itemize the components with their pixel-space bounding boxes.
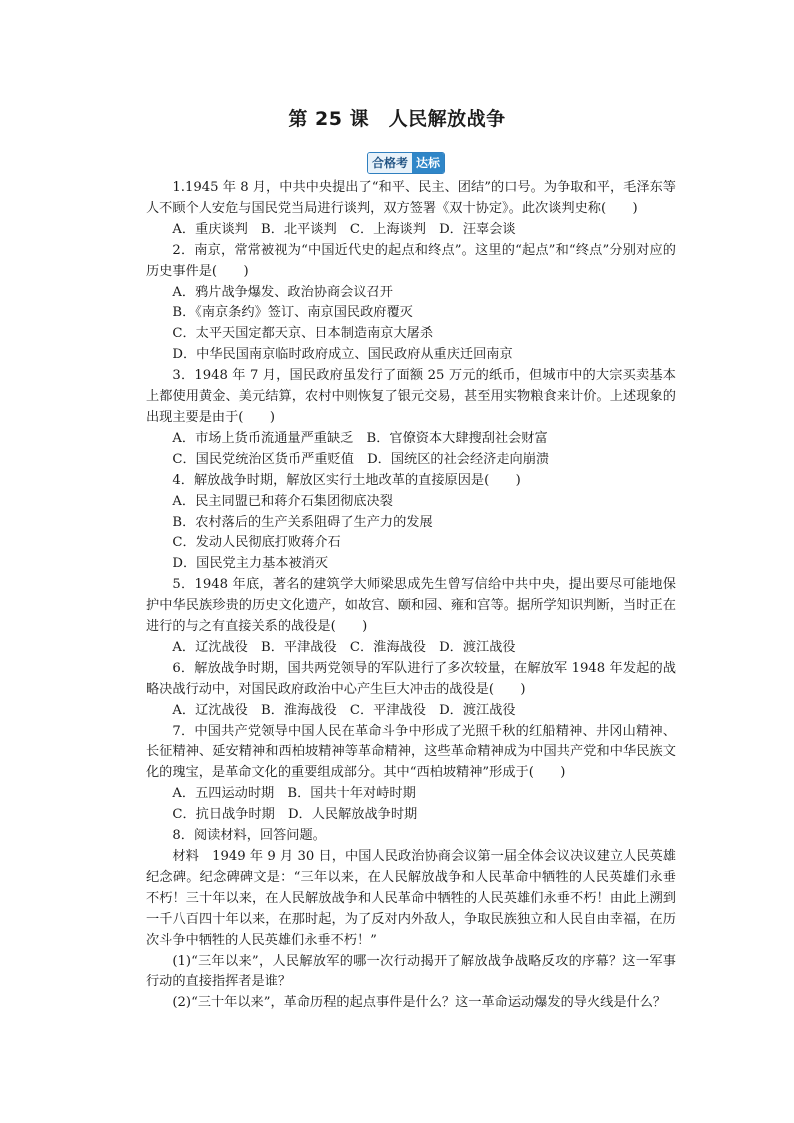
material-text: 1949 年 9 月 30 日，中国人民政治协商会议第一届全体会议决议建立人民英雄纪念碑。纪念碑碑文是：“三年以来，在人民解放战争和人民革命中牺牲的人民英雄们永垂不朽！三十年以来，在人民解放战争和人民革命中牺牲的人民英雄们永垂不朽！由此上溯到一千八百四十年以来，在那时起，为了反对内外敌人，争取民族独立和人民自由幸福，在历次斗争中牺牲的人民英雄们永垂不朽！”	[146, 849, 676, 948]
question-option-2d: D．中华民国南京临时政府成立、国民政府从重庆迁回南京	[172, 347, 513, 363]
material-paragraph	[146, 847, 676, 952]
question-options-5: A．辽沈战役 B．平津战役 C．淮海战役 D．渡江战役	[172, 639, 516, 655]
question-options-6: A．辽沈战役 B．淮海战役 C．平津战役 D．渡江战役	[172, 702, 516, 718]
level-badge	[367, 152, 445, 174]
question-option-2c: C．太平天国定都天京、日本制造南京大屠杀	[172, 326, 434, 342]
question-stem-4: 4．解放战争时期，解放区实行土地改革的直接原因是( )	[172, 472, 521, 488]
question-stem-1: 1.1945 年 8 月，中共中央提出了“和平、民主、团结”的口号。为争取和平，毛泽东等人不顾个人安危与国民党当局进行谈判，双方签署《双十协定》。此次谈判史称( )	[146, 180, 676, 216]
question-stem-5: 5．1948 年底，著名的建筑学大师梁思成先生曾写信给中共中央，提出要尽可能地保护中华民族珍贵的历史文化遗产，如故宫、颐和园、雍和宫等。据所学知识判断，当时正在进行的与之有直接关系的战役是( )	[146, 577, 676, 635]
question-stem-6: 6．解放战争时期，国共两党领导的军队进行了多次较量，在解放军 1948 年发起的战略决战行动中，对国民政府政治中心产生巨大冲击的战役是( )	[146, 660, 676, 697]
question-stem-3: 3．1948 年 7 月，国民政府虽发行了面额 25 万元的纸币，但城市中的大宗买卖基本上都使用黄金、美元结算，农村中则恢复了银元交易，甚至用实物粮食来计价。上述现象的出现主要是由于( )	[146, 368, 676, 425]
question-option-2a: A．鸦片战争爆发、政治协商会议召开	[172, 284, 393, 300]
question-option-4b: B．农村落后的生产关系阻碍了生产力的发展	[172, 514, 433, 530]
question-options-7cd: C．抗日战争时期 D．人民解放战争时期	[172, 807, 418, 823]
question-stem-7: 7．中国共产党领导中国人民在革命斗争中形成了光照千秋的红船精神、井冈山精神、长征精神、延安精神和西柏坡精神等革命精神，这些革命精神成为中国共产党和中华民族文化的瑰宝，是革命文化的重要组成部分。其中“西柏坡精神”形成于( )	[146, 723, 676, 781]
question-option-4a: A．民主同盟已和蒋介石集团彻底决裂	[172, 493, 393, 509]
question-list	[146, 178, 676, 1014]
question-stem-2: 2．南京，常常被视为“中国近代史的起点和终点”。这里的“起点”和“终点”分别对应的历史事件是( )	[146, 242, 676, 279]
question-option-4c: C．发动人民彻底打败蒋介石	[172, 535, 341, 551]
lesson-title: 第 25 课 人民解放战争	[288, 108, 506, 130]
question-option-4d: D．国民党主力基本被消灭	[172, 556, 329, 572]
question-options-3ab: A．市场上货币流通量严重缺乏 B．官僚资本大肆搜刮社会财富	[172, 430, 548, 446]
question-option-2b: B．《南京条约》签订、南京国民政府覆灭	[172, 305, 413, 321]
question-options-3cd: C．国民党统治区货币严重贬值 D．国统区的社会经济走向崩溃	[172, 451, 550, 467]
sub-question-1: (1)“三年以来”，人民解放军的哪一次行动揭开了解放战争战略反攻的序幕？这一军事行动的直接指挥者是谁？	[146, 953, 676, 990]
question-stem-8: 8．阅读材料，回答问题。	[172, 828, 326, 844]
question-options-1: A．重庆谈判 B．北平谈判 C．上海谈判 D．汪辜会谈	[172, 221, 516, 237]
badge-left-text: 合格考	[368, 153, 412, 173]
badge-right-text: 达标	[412, 153, 444, 173]
question-options-7ab: A．五四运动时期 B．国共十年对峙时期	[172, 786, 416, 802]
sub-question-2: (2)“三十年以来”，革命历程的起点事件是什么？这一革命运动爆发的导火线是什么？	[172, 995, 667, 1011]
material-label: 材料	[172, 849, 199, 864]
